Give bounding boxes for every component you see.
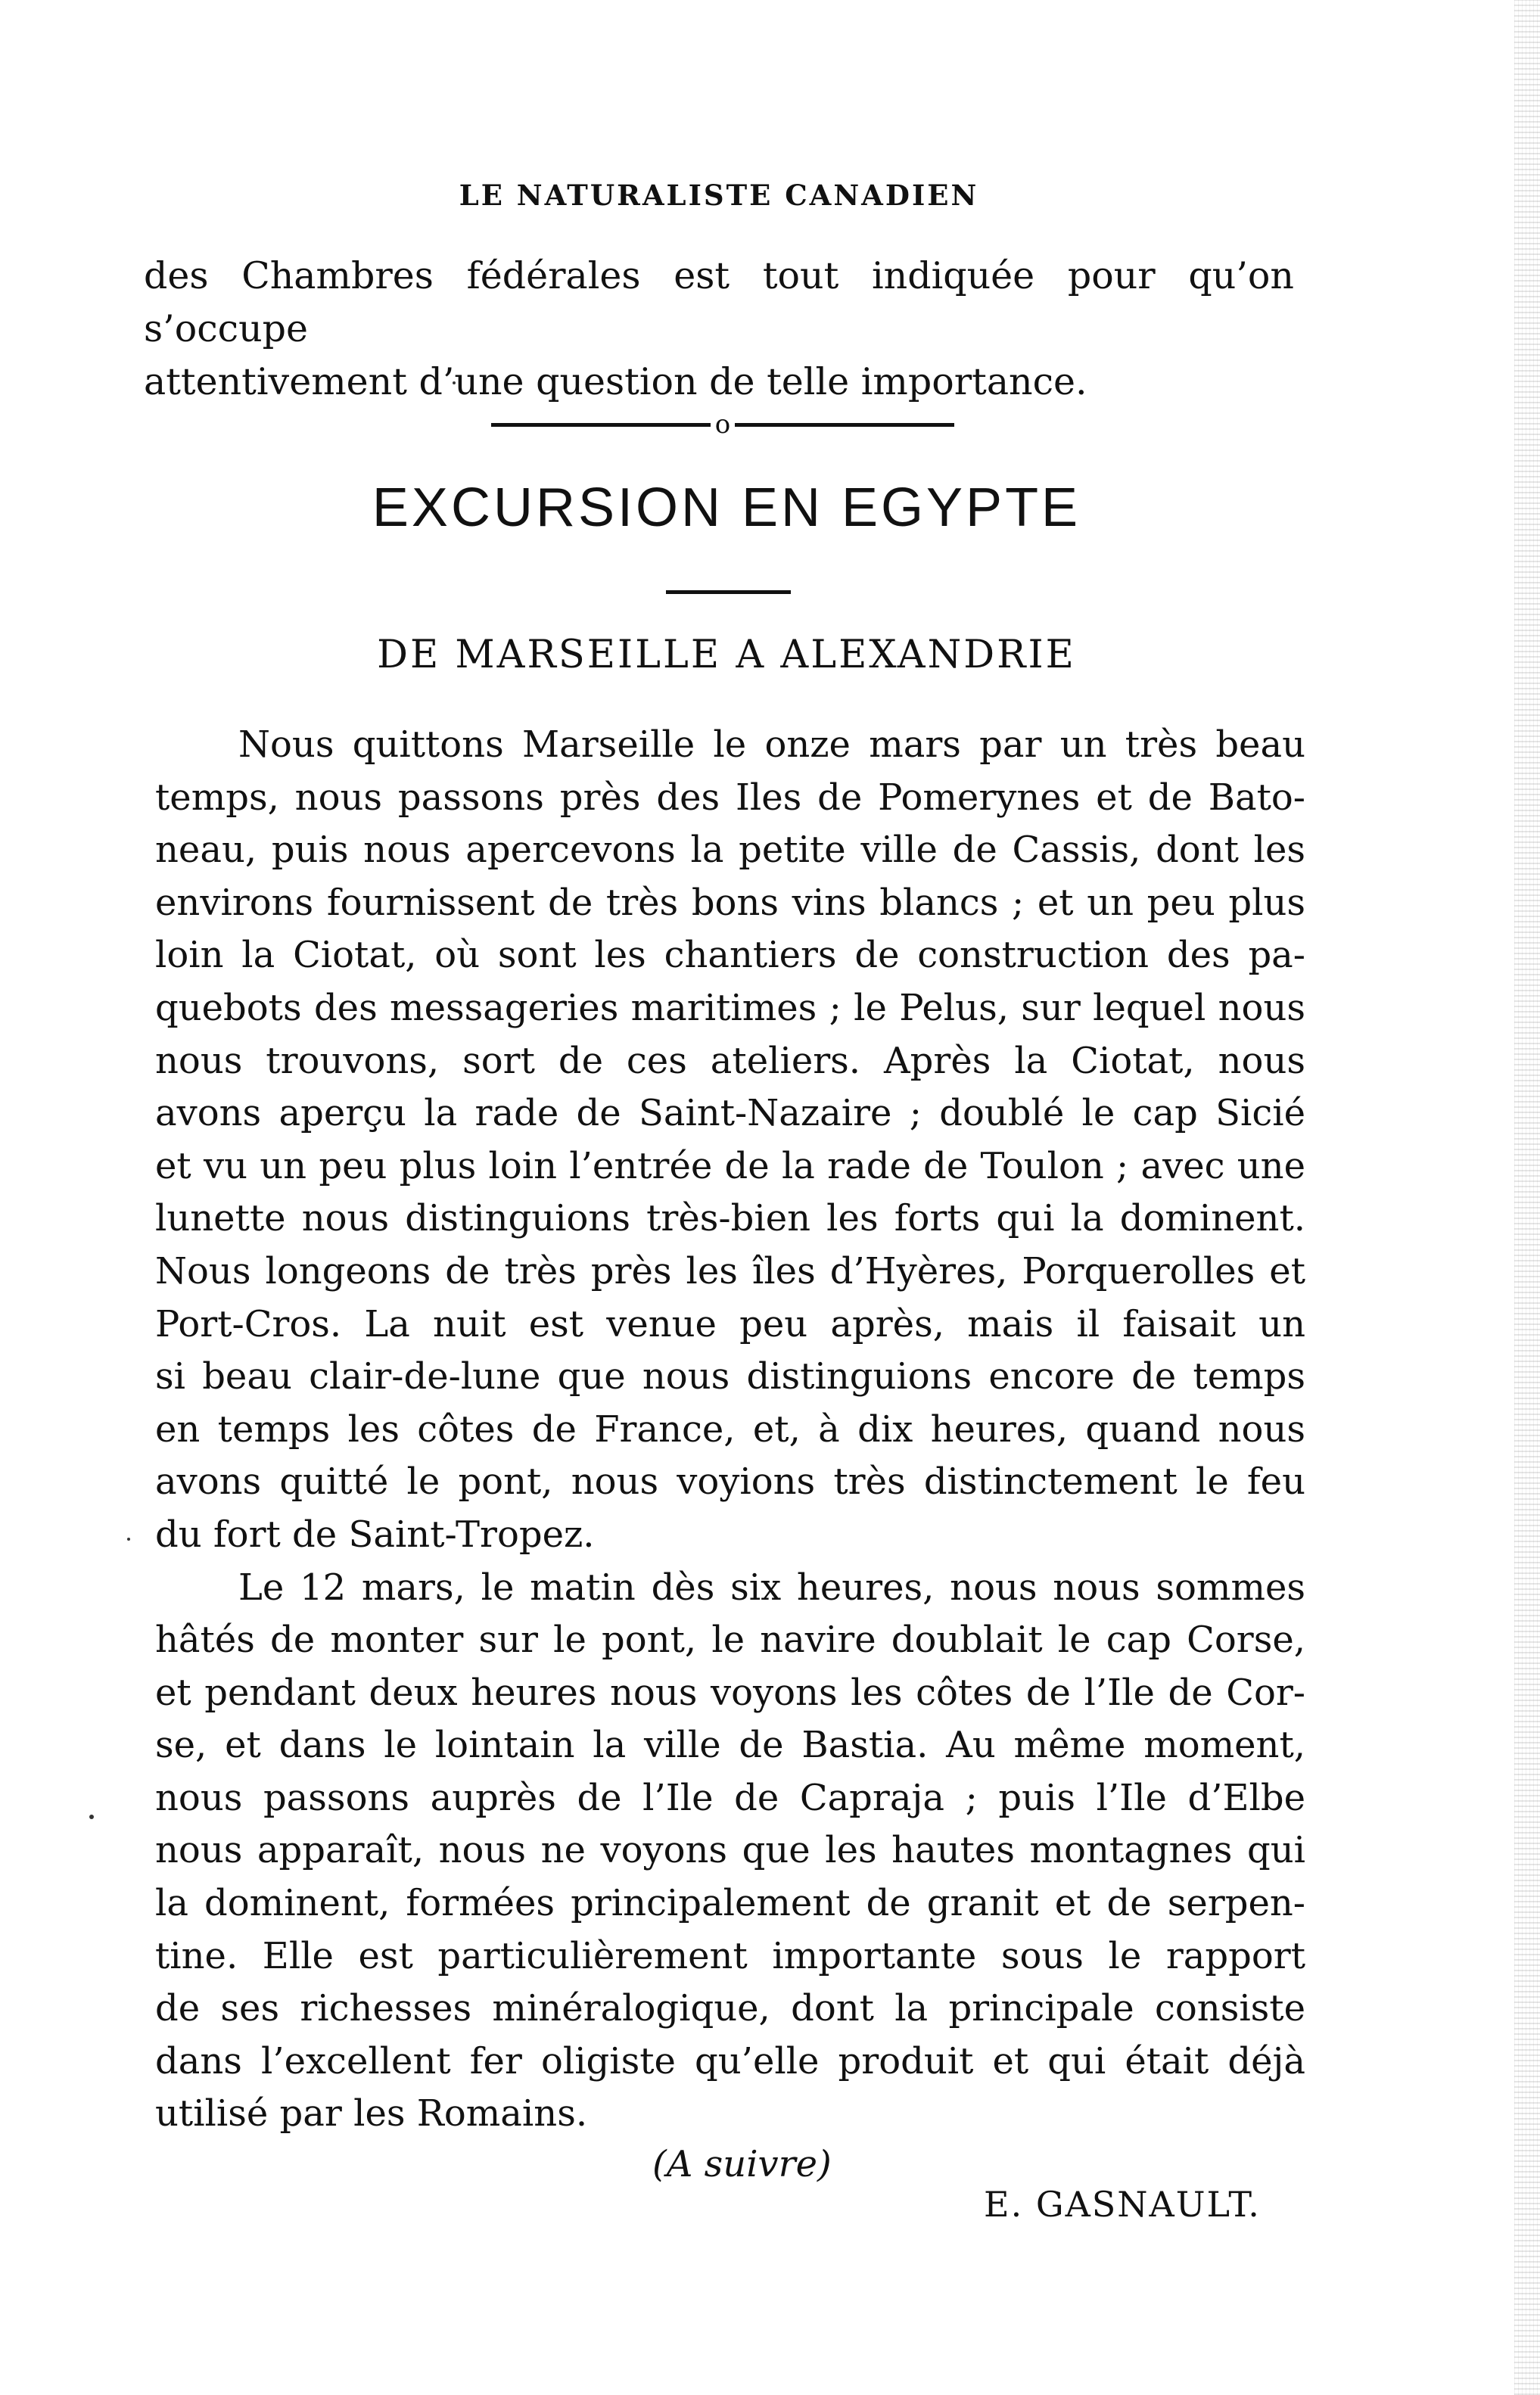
section-separator [488, 409, 957, 440]
text-line: et pendant deux heures nous voyons les côtes de l’Ile de Cor- [155, 1671, 1305, 1714]
article-subtitle: DE MARSEILLE A ALEXANDRIE [377, 633, 1076, 677]
text-line: temps, nous passons près des Iles de Pomerynes et de Bato- [155, 776, 1305, 819]
scan-speck [89, 1815, 94, 1819]
separator-rule [735, 423, 954, 427]
text-line: Le 12 mars, le matin dès six heures, nous nous sommes [238, 1566, 1305, 1609]
text-line: loin la Ciotat, où sont les chantiers de construction des pa- [155, 934, 1305, 977]
text-line: quebots des messageries maritimes ; le Pelus, sur lequel nous [155, 986, 1305, 1029]
running-head: LE NATURALISTE CANADIEN [459, 179, 979, 212]
article-title: EXCURSION EN EGYPTE [372, 477, 1081, 538]
text-line: avons quitté le pont, nous voyions très distinctement le feu [155, 1460, 1305, 1504]
text-line: attentivement d’une question de telle importance. [144, 360, 1087, 403]
separator-rule [491, 423, 711, 427]
author-signature: E. GASNAULT. [984, 2184, 1261, 2225]
text-line: du fort de Saint-Tropez. [155, 1513, 595, 1556]
text-line: de ses richesses minéralogique, dont la principale consiste [155, 1987, 1305, 2030]
text-line: si beau clair-de-lune que nous distinguions encore de temps [155, 1355, 1305, 1398]
text-line: avons aperçu la rade de Saint-Nazaire ; doublé le cap Sicié [155, 1092, 1305, 1135]
text-line: Nous quittons Marseille le onze mars par un très beau [238, 723, 1305, 766]
article-body [155, 719, 1305, 2141]
text-line: lunette nous distinguions très-bien les forts qui la dominent. [155, 1197, 1305, 1240]
text-line: neau, puis nous apercevons la petite ville de Cassis, dont les [155, 829, 1305, 872]
text-line: Nous longeons de très près les îles d’Hyères, Porquerolles et [155, 1249, 1305, 1292]
text-line: tine. Elle est particulièrement importante sous le rapport [155, 1934, 1305, 1977]
text-line: nous passons auprès de l’Ile de Capraja ; puis l’Ile d’Elbe [155, 1776, 1305, 1819]
text-line: dans l’excellent fer oligiste qu’elle produit et qui était déjà [155, 2039, 1305, 2082]
text-line: Port-Cros. La nuit est venue peu après, mais il faisait un [155, 1302, 1305, 1345]
text-line: environs fournissent de très bons vins blancs ; et un peu plus [155, 881, 1305, 924]
text-line: des Chambres fédérales est tout indiquée pour qu’on s’occupe [144, 254, 1294, 350]
text-line: nous apparaît, nous ne voyons que les hautes montagnes qui [155, 1829, 1305, 1872]
scan-edge-noise [1514, 0, 1540, 2395]
previous-article-text [144, 250, 1294, 409]
text-line: nous trouvons, sort de ces ateliers. Après la Ciotat, nous [155, 1039, 1305, 1082]
scan-speck [127, 1538, 130, 1541]
text-line: en temps les côtes de France, et, à dix heures, quand nous [155, 1407, 1305, 1451]
text-line: utilisé par les Romains. [155, 2092, 588, 2135]
text-line: et vu un peu plus loin l’entrée de la rade de Toulon ; avec une [155, 1144, 1305, 1187]
separator-symbol: o [714, 409, 731, 440]
text-line: hâtés de monter sur le pont, le navire doublait le cap Corse, [155, 1619, 1305, 1662]
text-line: la dominent, formées principalement de granit et de serpen- [155, 1882, 1305, 1925]
text-line: se, et dans le lointain la ville de Bastia. Au même moment, [155, 1724, 1305, 1767]
to-be-continued: (A suivre) [652, 2143, 832, 2185]
title-rule [666, 590, 791, 594]
